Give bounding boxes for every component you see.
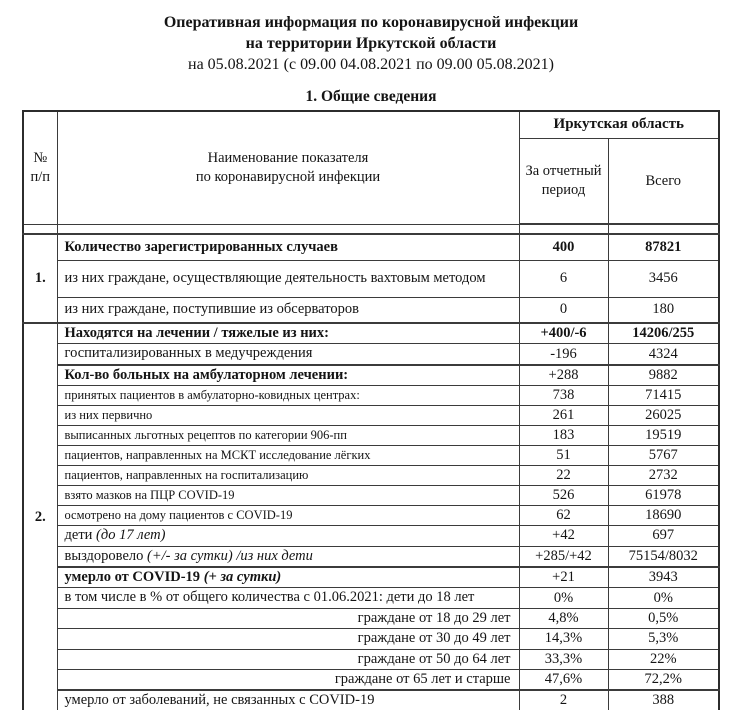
- row-label: [57, 297, 519, 323]
- row-label-text: выздоровело: [64, 547, 147, 564]
- row-label-text: граждане от 18 до 29 лет: [357, 609, 511, 626]
- doc-title-line2: на территории Иркутской области: [245, 35, 497, 52]
- table-row: [23, 323, 719, 344]
- row-period-value: 0%: [519, 588, 608, 608]
- row-period-value: 62: [519, 506, 608, 526]
- row-label-italic: (+ за сутки): [203, 568, 282, 585]
- row-total-value: 75154/8032: [608, 546, 719, 567]
- col-header-num: № п/п: [23, 111, 57, 224]
- table-body: [23, 234, 719, 710]
- row-label-text: из них первично: [64, 408, 153, 423]
- col-header-region: Иркутская область: [519, 111, 719, 139]
- col-header-total: Всего: [608, 139, 719, 225]
- row-label: [57, 546, 519, 567]
- row-label: [57, 486, 519, 506]
- table-row: [23, 297, 719, 323]
- row-total-value: 3456: [608, 260, 719, 297]
- row-total-value: 9882: [608, 365, 719, 386]
- row-group-number: 1.: [23, 234, 57, 323]
- header-gap-row: [23, 224, 719, 234]
- row-total-value: 388: [608, 690, 719, 710]
- row-total-value: 26025: [608, 406, 719, 426]
- table-row: [23, 669, 719, 690]
- gap-cell: [519, 224, 608, 234]
- row-label-text: умерло от заболеваний, не связанных с COVID-19: [64, 692, 375, 709]
- row-label: [57, 608, 519, 628]
- row-label-text: в том числе в % от общего количества с 01.06.2021: дети до 18 лет: [64, 589, 475, 606]
- row-label: [57, 323, 519, 344]
- table-row: [23, 406, 719, 426]
- row-period-value: 2: [519, 690, 608, 710]
- row-total-value: 18690: [608, 506, 719, 526]
- row-period-value: +400/-6: [519, 323, 608, 344]
- document-header: [0, 0, 742, 106]
- row-label: [57, 446, 519, 466]
- gap-cell: [23, 224, 57, 234]
- col-header-name-line2: по коронавирусной инфекции: [195, 168, 381, 185]
- row-label-text: принятых пациентов в амбулаторно-ковидных центрах:: [64, 388, 360, 403]
- row-total-value: 3943: [608, 567, 719, 588]
- row-label: [57, 526, 519, 546]
- row-label: [57, 260, 519, 297]
- row-label: [57, 426, 519, 446]
- row-total-value: 0,5%: [608, 608, 719, 628]
- table-row: [23, 588, 719, 608]
- col-header-name-line1: Наименование показателя: [207, 149, 369, 166]
- row-label: [57, 386, 519, 406]
- table-row: [23, 466, 719, 486]
- row-total-value: 72,2%: [608, 669, 719, 690]
- row-period-value: -196: [519, 344, 608, 365]
- table-row: [23, 506, 719, 526]
- table-row: [23, 260, 719, 297]
- row-period-value: 526: [519, 486, 608, 506]
- row-label: [57, 690, 519, 710]
- row-label-text: выписанных льготных рецептов по категории 906-пп: [64, 428, 347, 443]
- row-period-value: 14,3%: [519, 629, 608, 649]
- row-total-value: 2732: [608, 466, 719, 486]
- row-group-number: 2.: [23, 323, 57, 710]
- row-label-text: пациентов, направленных на госпитализацию: [64, 468, 309, 483]
- doc-title-line1: Оперативная информация по коронавирусной инфекции: [163, 14, 579, 31]
- row-label: [57, 234, 519, 260]
- header-row-top: [23, 111, 719, 139]
- row-label-italic: (+/- за сутки) /из них дети: [147, 547, 313, 564]
- row-label: [57, 649, 519, 669]
- row-label-text: осмотрено на дому пациентов с COVID-19: [64, 508, 293, 523]
- row-period-value: 51: [519, 446, 608, 466]
- row-label-text: взято мазков на ПЦР COVID-19: [64, 488, 235, 503]
- row-label: [57, 406, 519, 426]
- row-total-value: 87821: [608, 234, 719, 260]
- row-total-value: 4324: [608, 344, 719, 365]
- row-label-text: из них граждане, поступившие из обсерваторов: [64, 301, 359, 318]
- row-period-value: 0: [519, 297, 608, 323]
- row-total-value: 61978: [608, 486, 719, 506]
- row-total-value: 71415: [608, 386, 719, 406]
- table-header: [23, 111, 719, 224]
- table-row: [23, 608, 719, 628]
- col-header-name: [57, 111, 519, 224]
- row-label: [57, 365, 519, 386]
- row-period-value: 738: [519, 386, 608, 406]
- row-total-value: 5767: [608, 446, 719, 466]
- table-row: [23, 567, 719, 588]
- row-label: [57, 506, 519, 526]
- row-label-text: Находятся на лечении / тяжелые из них:: [64, 325, 329, 341]
- table-row: [23, 486, 719, 506]
- table-row: [23, 426, 719, 446]
- table-row: [23, 365, 719, 386]
- row-period-value: +21: [519, 567, 608, 588]
- row-period-value: +285/+42: [519, 546, 608, 567]
- row-period-value: 4,8%: [519, 608, 608, 628]
- table-row: [23, 386, 719, 406]
- row-label-text: граждане от 50 до 64 лет: [357, 650, 511, 667]
- row-label: [57, 344, 519, 365]
- row-label-text: пациентов, направленных на МСКТ исследование лёгких: [64, 448, 371, 463]
- doc-title-line3: на 05.08.2021 (с 09.00 04.08.2021 по 09.00 05.08.2021): [188, 56, 554, 73]
- col-header-period: За отчетный период: [519, 139, 608, 225]
- row-total-value: 180: [608, 297, 719, 323]
- table-row: [23, 234, 719, 260]
- table-row: [23, 344, 719, 365]
- row-label: [57, 588, 519, 608]
- row-total-value: 697: [608, 526, 719, 546]
- row-period-value: 22: [519, 466, 608, 486]
- row-period-value: 400: [519, 234, 608, 260]
- row-label: [57, 629, 519, 649]
- row-period-value: +288: [519, 365, 608, 386]
- row-label-text: госпитализированных в медучреждения: [64, 345, 313, 362]
- row-label: [57, 669, 519, 690]
- row-label-text: умерло от COVID-19: [64, 568, 204, 585]
- table-row: [23, 649, 719, 669]
- row-period-value: 33,3%: [519, 649, 608, 669]
- table-row: [23, 526, 719, 546]
- table-row: [23, 546, 719, 567]
- gap-cell: [57, 224, 519, 234]
- row-label-text: граждане от 30 до 49 лет: [357, 630, 511, 647]
- section-title: 1. Общие сведения: [305, 88, 437, 105]
- row-period-value: 183: [519, 426, 608, 446]
- table-row: [23, 446, 719, 466]
- gap-cell: [608, 224, 719, 234]
- row-label-text: дети: [64, 527, 97, 544]
- row-total-value: 19519: [608, 426, 719, 446]
- row-label-italic: (до 17 лет): [96, 527, 166, 544]
- row-label-text: Кол-во больных на амбулаторном лечении:: [64, 366, 349, 383]
- row-label: [57, 567, 519, 588]
- row-total-value: 0%: [608, 588, 719, 608]
- table-row: [23, 690, 719, 710]
- row-label-text: из них граждане, осуществляющие деятельность вахтовым методом: [64, 269, 486, 286]
- row-period-value: 6: [519, 260, 608, 297]
- gap-row: [23, 224, 719, 234]
- row-period-value: +42: [519, 526, 608, 546]
- row-period-value: 47,6%: [519, 669, 608, 690]
- covid-stats-table: [22, 110, 720, 710]
- row-label-text: граждане от 65 лет и старше: [334, 670, 511, 687]
- row-period-value: 261: [519, 406, 608, 426]
- row-label: [57, 466, 519, 486]
- row-label-text: Количество зарегистрированных случаев: [64, 238, 338, 255]
- row-total-value: 14206/255: [608, 323, 719, 344]
- row-total-value: 5,3%: [608, 629, 719, 649]
- table-row: [23, 629, 719, 649]
- row-total-value: 22%: [608, 649, 719, 669]
